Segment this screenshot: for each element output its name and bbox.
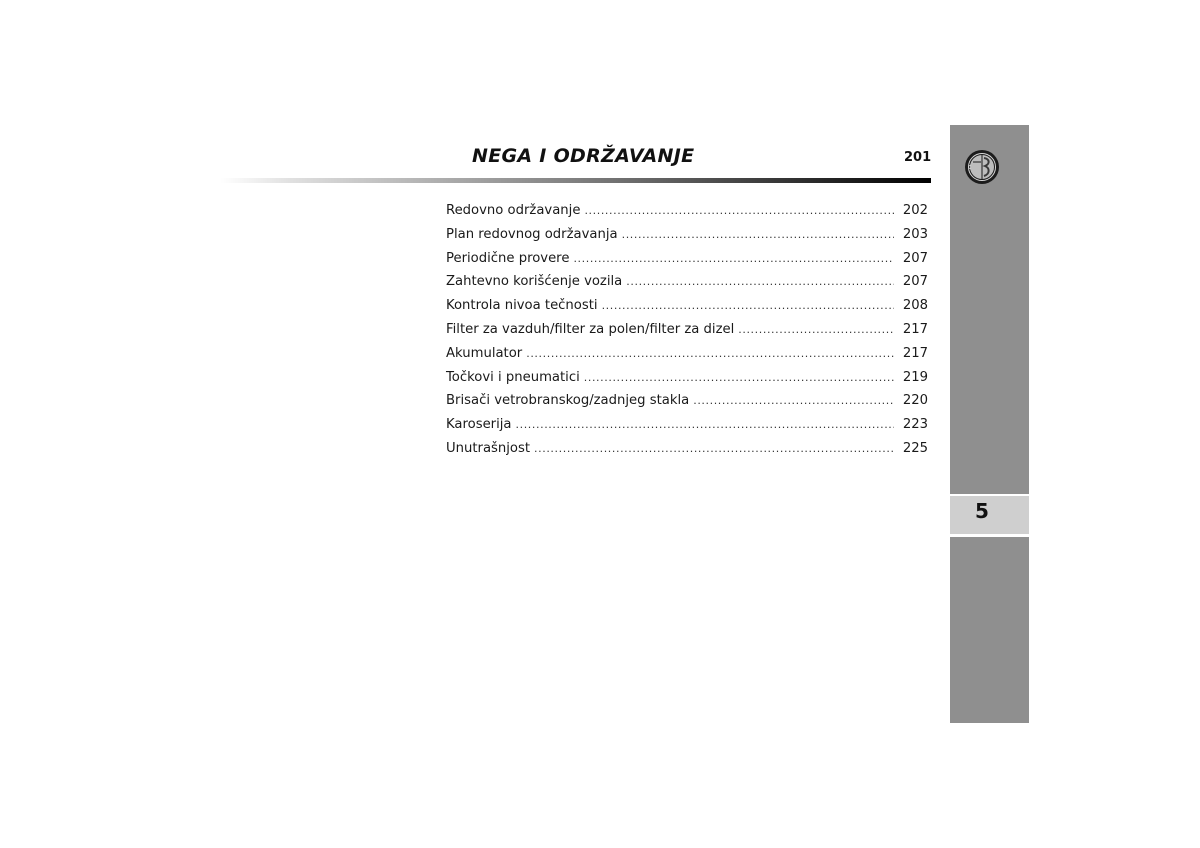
toc-entry[interactable] <box>446 199 928 223</box>
page-number: 201 <box>904 150 932 165</box>
toc-entry-page: 220 <box>902 393 928 409</box>
toc-leader-dots <box>584 366 894 390</box>
toc-leader-dots <box>738 318 894 342</box>
toc-entry[interactable] <box>446 342 928 366</box>
toc-entry[interactable] <box>446 294 928 318</box>
toc-entry-page: 207 <box>902 250 928 266</box>
toc-entry-label: Kontrola nivoa tečnosti <box>446 298 598 314</box>
toc-leader-dots <box>516 413 894 437</box>
toc-entry[interactable] <box>446 270 928 294</box>
toc-entry-label: Filter za vazduh/filter za polen/filter za dizel <box>446 321 735 337</box>
toc-entry-label: Unutrašnjost <box>446 440 531 456</box>
toc-leader-dots <box>626 270 894 294</box>
alfa-romeo-logo-icon <box>964 149 1000 185</box>
toc-entry[interactable] <box>446 389 928 413</box>
chapter-tab[interactable] <box>950 496 1029 534</box>
toc-entry[interactable] <box>446 366 928 390</box>
toc-entry-label: Plan redovnog održavanja <box>446 226 618 242</box>
toc-entry-page: 207 <box>902 274 928 290</box>
toc-entry[interactable] <box>446 318 928 342</box>
toc-leader-dots <box>584 199 894 223</box>
toc-entry-label: Zahtevno korišćenje vozila <box>446 274 623 290</box>
toc-leader-dots <box>526 342 894 366</box>
toc-entry-label: Redovno održavanje <box>446 203 581 218</box>
side-tab-lower <box>950 537 1029 723</box>
toc-entry[interactable] <box>446 223 928 247</box>
header-rule <box>220 178 931 183</box>
toc-entry-label: Točkovi i pneumatici <box>446 369 580 385</box>
toc-entry-label: Karoserija <box>446 417 512 433</box>
toc-entry-label: Periodične provere <box>446 250 570 266</box>
chapter-number: 5 <box>975 499 989 523</box>
toc-entry-label: Brisači vetrobranskog/zadnjeg stakla <box>446 393 690 409</box>
toc-entry-page: 202 <box>902 203 928 218</box>
toc-leader-dots <box>602 294 894 318</box>
toc-entry-page: 223 <box>902 417 928 433</box>
toc-leader-dots <box>534 437 894 461</box>
toc-entry[interactable] <box>446 247 928 271</box>
toc-entry-label: Akumulator <box>446 345 523 361</box>
toc-entry-page: 217 <box>902 345 928 361</box>
toc-entry[interactable] <box>446 413 928 437</box>
table-of-contents <box>446 199 928 461</box>
toc-entry-page: 219 <box>902 369 928 385</box>
toc-entry-page: 225 <box>902 440 928 456</box>
toc-entry-page: 208 <box>902 298 928 314</box>
toc-entry-page: 217 <box>902 321 928 337</box>
toc-leader-dots <box>573 247 894 271</box>
toc-leader-dots <box>622 223 894 247</box>
toc-leader-dots <box>693 389 894 413</box>
toc-entry-page: 203 <box>902 226 928 242</box>
toc-entry[interactable] <box>446 437 928 461</box>
page-title: NEGA I ODRŽAVANJE <box>472 145 695 167</box>
